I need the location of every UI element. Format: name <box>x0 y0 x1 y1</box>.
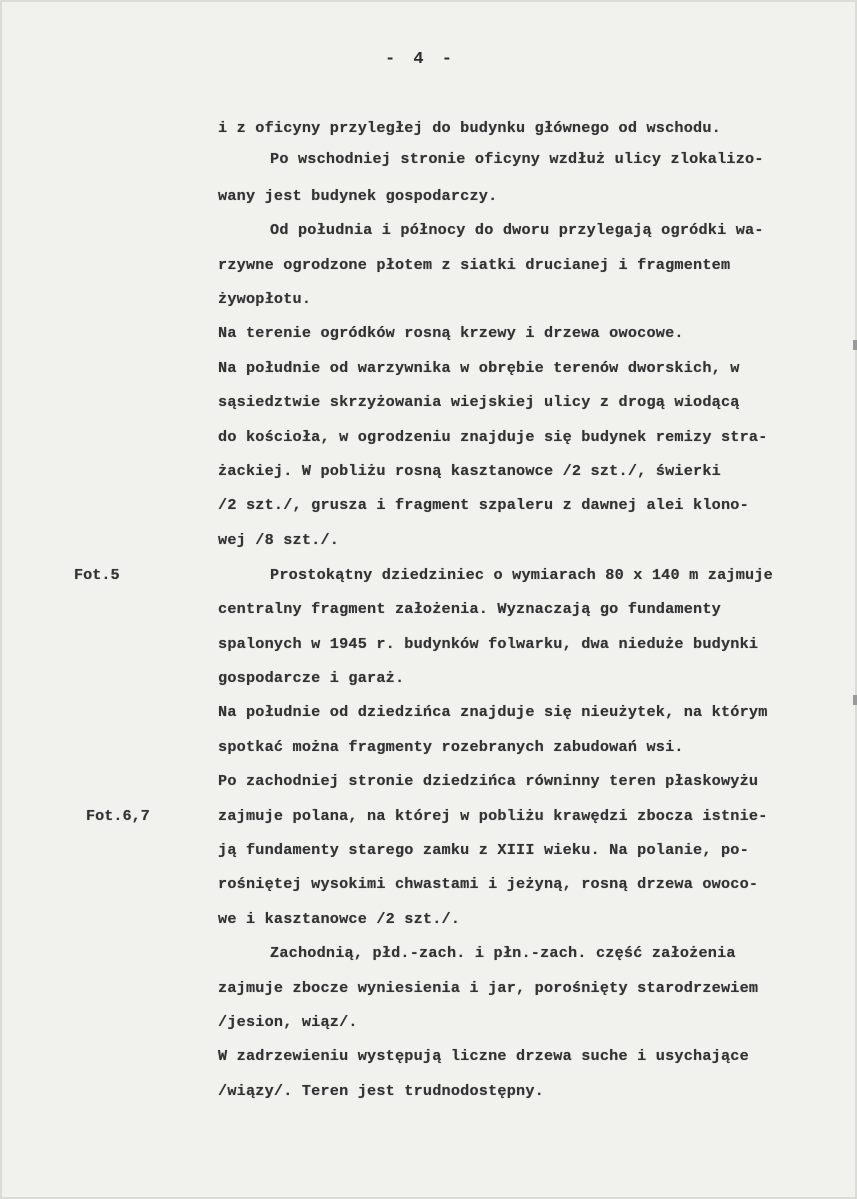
text-line: sąsiedztwie skrzyżowania wiejskiej ulicy z drogą wiodącą <box>218 393 740 411</box>
text-line: ją fundamenty starego zamku z XIII wieku. Na polanie, po- <box>218 841 749 859</box>
text-line: i z oficyny przyległej do budynku głównego od wschodu. <box>218 119 721 137</box>
text-line: Na terenie ogródków rosną krzewy i drzewa owocowe. <box>218 324 684 342</box>
margin-note-photo-6-7: Fot.6,7 <box>86 807 150 825</box>
text-line: gospodarcze i garaż. <box>218 669 405 687</box>
text-line: Na południe od warzywnika w obrębie terenów dworskich, w <box>218 359 740 377</box>
margin-note-photo-5: Fot.5 <box>74 566 120 584</box>
text-line: zajmuje polana, na której w pobliżu krawędzi zbocza istnie- <box>218 807 768 825</box>
text-line: centralny fragment założenia. Wyznaczają go fundamenty <box>218 600 721 618</box>
text-line: wany jest budynek gospodarczy. <box>218 187 498 205</box>
right-edge-mark <box>853 695 857 705</box>
text-line: W zadrzewieniu występują liczne drzewa suche i usychające <box>218 1047 749 1065</box>
text-line: wej /8 szt./. <box>218 531 340 549</box>
text-line: spotkać można fragmenty rozebranych zabudowań wsi. <box>218 738 684 756</box>
right-edge-mark <box>853 340 857 350</box>
text-line: spalonych w 1945 r. budynków folwarku, dwa nieduże budynki <box>218 635 759 653</box>
text-line: Na południe od dziedzińca znajduje się nieużytek, na którym <box>218 703 768 721</box>
text-line: rzywne ogrodzone płotem z siatki drucianej i fragmentem <box>218 256 731 274</box>
text-line: rośniętej wysokimi chwastami i jeżyną, rosną drzewa owoco- <box>218 875 759 893</box>
text-line: Po wschodniej stronie oficyny wzdłuż ulicy zlokalizo- <box>270 150 764 168</box>
text-line: /wiązy/. Teren jest trudnodostępny. <box>218 1082 544 1100</box>
text-line: Prostokątny dziedziniec o wymiarach 80 x 140 m zajmuje <box>270 566 773 584</box>
text-line: zajmuje zbocze wyniesienia i jar, porośnięty starodrzewiem <box>218 979 759 997</box>
text-line: żywopłotu. <box>218 290 312 308</box>
text-line: żackiej. W pobliżu rosną kasztanowce /2 szt./, świerki <box>218 462 721 480</box>
text-line: we i kasztanowce /2 szt./. <box>218 910 461 928</box>
text-line: /jesion, wiąz/. <box>218 1013 358 1031</box>
page-number: - 4 - <box>385 50 457 69</box>
text-line: Zachodnią, płd.-zach. i płn.-zach. część założenia <box>270 944 736 962</box>
text-line: do kościoła, w ogrodzeniu znajduje się budynek remizy stra- <box>218 428 768 446</box>
text-line: Po zachodniej stronie dziedzińca równinny teren płaskowyżu <box>218 772 759 790</box>
text-line: /2 szt./, grusza i fragment szpaleru z dawnej alei klono- <box>218 496 749 514</box>
text-line: Od południa i północy do dworu przylegają ogródki wa- <box>270 221 764 239</box>
